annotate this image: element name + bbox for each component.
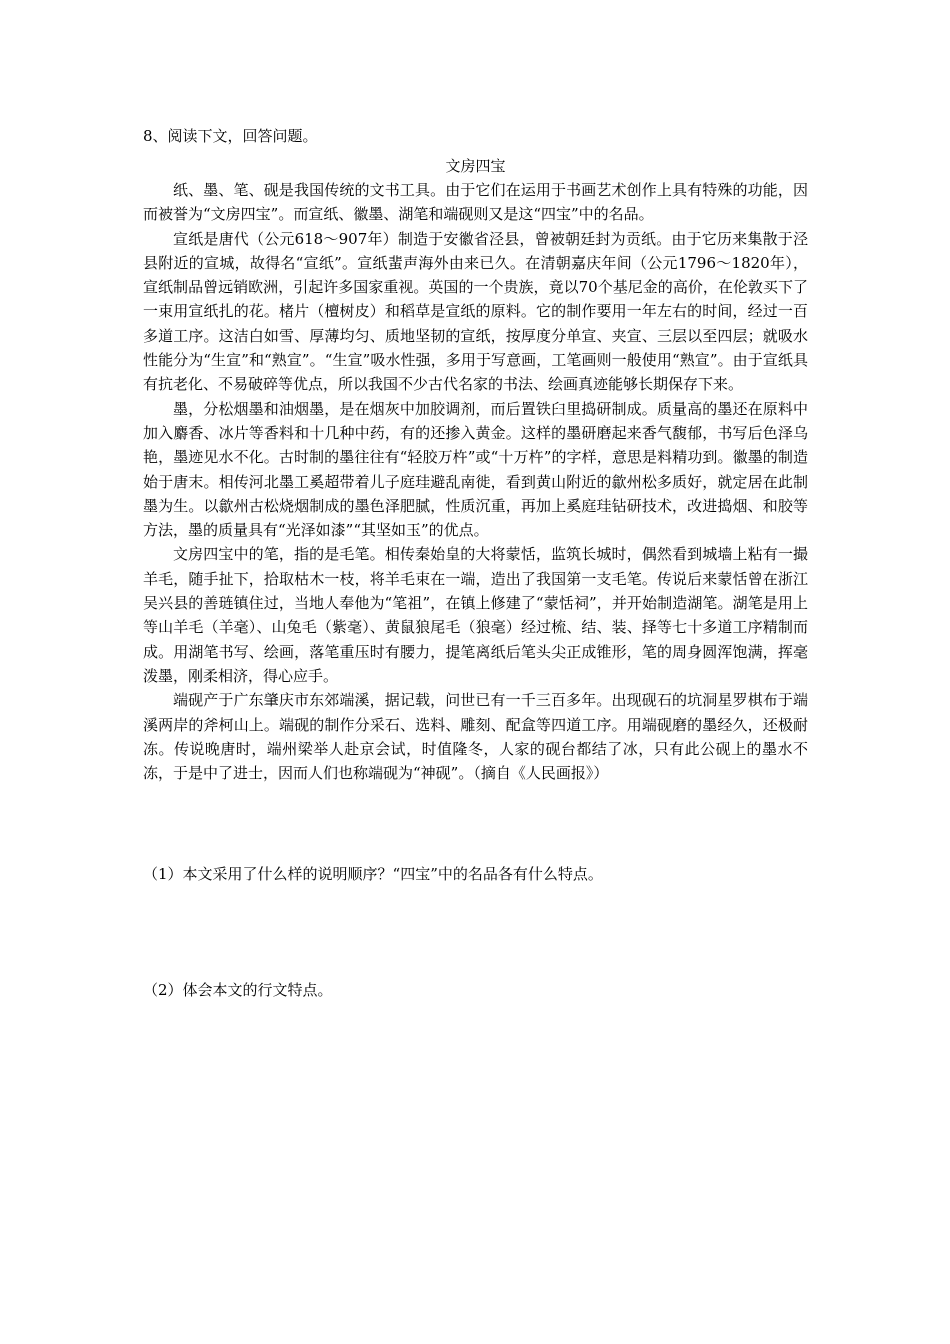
question-heading: 8、阅读下文，回答问题。 [143, 127, 318, 145]
document-page [143, 124, 808, 999]
article-paragraph-brush: 文房四宝中的笔，指的是毛笔。相传秦始皇的大将蒙恬，监筑长城时，偶然看到城墙上粘有一撮羊毛，随手扯下，拾取枯木一枝，将羊毛束在一端，造出了我国第一支毛笔。传说后来蒙恬曾在浙江吴兴县的善琏镇住过，当地人奉他为“笔祖”，在镇上修建了“蒙恬祠”，并开始制造湖笔。湖笔是用上等山羊毛（羊毫）、山兔毛（紫毫）、黄鼠狼尾毛（狼毫）经过梳、结、装、择等七十多道工序精制而成。用湖笔书写、绘画，落笔重压时有腰力，提笔离纸后笔头尖正成锥形，笔的周身圆浑饱满，挥毫泼墨，刚柔相济，得心应手。 [143, 545, 808, 685]
sub-question-2: （2）体会本文的行文特点。 [143, 981, 333, 999]
article-paragraph-inkstone: 端砚产于广东肇庆市东郊端溪，据记载，问世已有一千三百多年。出现砚石的坑洞星罗棋布于端溪两岸的斧柯山上。端砚的制作分采石、选料、雕刻、配盒等四道工序。用端砚磨的墨经久，还极耐冻。传说晚唐时，端州梁举人赴京会试，时值隆冬，人家的砚台都结了冰，只有此公砚上的墨水不冻，于是中了进士，因而人们也称端砚为“神砚”。（摘自《人民画报》） [143, 691, 808, 783]
sub-question-1: （1）本文采用了什么样的说明顺序？“四宝”中的名品各有什么特点。 [143, 865, 603, 883]
article-title: 文房四宝 [445, 157, 506, 175]
article-paragraph-ink: 墨，分松烟墨和油烟墨，是在烟灰中加胶调剂，而后置铁臼里捣研制成。质量高的墨还在原料中加入麝香、冰片等香料和十几种中药，有的还掺入黄金。这样的墨研磨起来香气馥郁，书写后色泽乌艳，墨迹见水不化。古时制的墨往往有“轻胶万杵”或“十万杵”的字样，意思是料精功到。徽墨的制造始于唐末。相传河北墨工奚超带着儿子庭珪避乱南徙，看到黄山附近的歙州松多质好，就定居在此制墨为生。以歙州古松烧烟制成的墨色泽肥腻，性质沉重，再加上奚庭珪钻研技术，改进捣烟、和胶等方法，墨的质量具有“光泽如漆”“其坚如玉”的优点。 [143, 399, 808, 540]
article-paragraph-paper: 宣纸是唐代（公元618～907年）制造于安徽省泾县，曾被朝廷封为贡纸。由于它历来集散于泾县附近的宣城，故得名“宣纸”。宣纸蜚声海外由来已久。在清朝嘉庆年间（公元1796～1820年），宣纸制品曾远销欧洲，引起许多国家重视。英国的一个贵族，竟以70个基尼金的高价，在伦敦买下了一束用宣纸扎的花。楮片（檀树皮）和稻草是宣纸的原料。它的制作要用一年左右的时间，经过一百多道工序。这洁白如雪、厚薄均匀、质地坚韧的宣纸，按厚度分单宣、夹宣、三层以至四层；就吸水性能分为“生宣”和“熟宣”。“生宣”吸水性强，多用于写意画，工笔画则一般使用“熟宣”。由于宣纸具有抗老化、不易破碎等优点，所以我国不少古代名家的书法、绘画真迹能够长期保存下来。 [143, 229, 808, 394]
article-paragraph-intro: 纸、墨、笔、砚是我国传统的文书工具。由于它们在运用于书画艺术创作上具有特殊的功能，因而被誉为“文房四宝”。而宣纸、徽墨、湖笔和端砚则又是这“四宝”中的名品。 [143, 181, 808, 224]
